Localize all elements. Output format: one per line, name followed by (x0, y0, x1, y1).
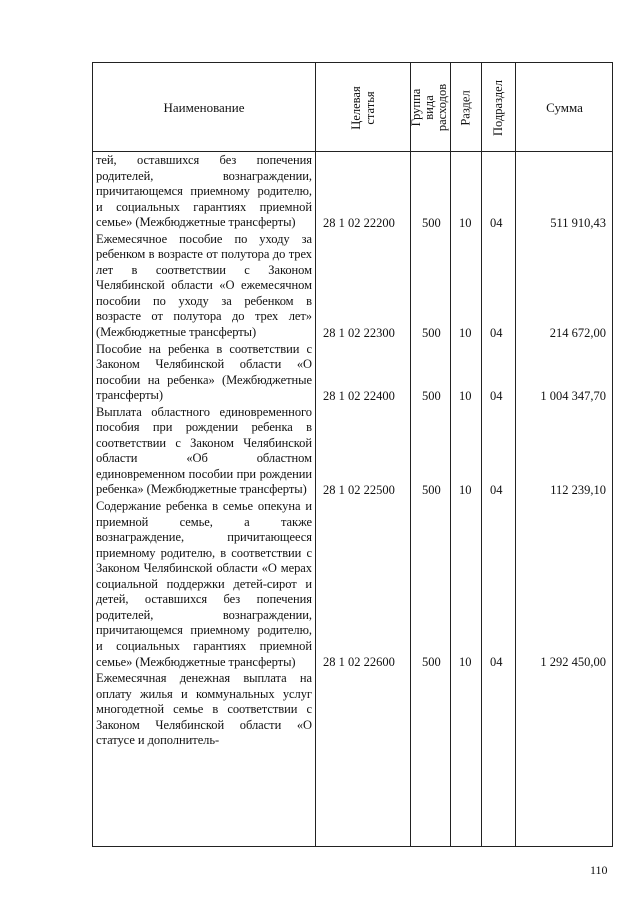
header-subsection (481, 63, 515, 152)
row-section: 10 (459, 483, 472, 498)
row-values (93, 482, 612, 498)
header-subsection-label: Подраздел (491, 79, 505, 136)
table-row (93, 670, 612, 749)
row-subsection: 04 (490, 215, 503, 230)
table-row (93, 498, 612, 670)
row-name: Содержание ребенка в семье опекуна и приемной семье, а также вознаграждение, причитающееся приемному родителю, в соответствии с Законом Челябинской области «О мерах социальной поддержки детей-сирот и детей, оставшихся без попечения родителей, вознаграждении, причитающемся приемному родителю, и социальных гарантиях приемной семье» (Межбюджетные трансферты) (96, 499, 312, 669)
row-target: 28 1 02 22600 (323, 655, 395, 670)
row-sum: 511 910,43 (550, 215, 606, 230)
table-row (93, 152, 612, 231)
header-target (315, 63, 410, 152)
row-section: 10 (459, 215, 472, 230)
row-sum: 1 004 347,70 (540, 388, 606, 403)
row-section: 10 (459, 655, 472, 670)
page-number: 110 (590, 863, 608, 877)
row-name: Ежемесячное пособие по уходу за ребенком в возрасте от полутора до трех лет в соответствии с Законом Челябинской области «О ежемесячном пособии по уходу за ребенком в возрасте от полутора до трех лет» (Межбюджетные трансферты) (96, 231, 312, 340)
row-target: 28 1 02 22300 (323, 325, 395, 340)
table-body (93, 152, 612, 749)
row-subsection: 04 (490, 325, 503, 340)
row-group: 500 (422, 655, 441, 670)
row-name: тей, оставшихся без попечения родителей, вознаграждении, причитающемся приемному родителю, и социальных гарантиях приемной семье» (Межбюджетные трансферты) (96, 153, 312, 230)
row-section: 10 (459, 325, 472, 340)
row-section: 10 (459, 388, 472, 403)
header-group-label: Группа вида расходов (409, 83, 450, 132)
row-sum: 214 672,00 (549, 325, 606, 340)
header-sum-label: Сумма (546, 99, 583, 115)
row-group: 500 (422, 215, 441, 230)
row-subsection: 04 (490, 483, 503, 498)
header-name-label: Наименование (163, 99, 245, 115)
row-name: Выплата областного единовременного пособия при рождении ребенка в соответствии с Законом Челябинской области «Об областном единовременном пособии при рождении ребенка» (Межбюджетные трансферты) (96, 404, 312, 497)
row-name: Пособие на ребенка в соответствии с Законом Челябинской области «О пособии на ребенка» (Межбюджетные трансферты) (96, 341, 312, 403)
row-values (93, 325, 612, 341)
table-row (93, 404, 612, 498)
header-name (93, 63, 315, 152)
row-target: 28 1 02 22400 (323, 388, 395, 403)
row-group: 500 (422, 325, 441, 340)
header-sum (515, 63, 614, 152)
row-sum: 1 292 450,00 (540, 655, 606, 670)
row-group: 500 (422, 483, 441, 498)
row-subsection: 04 (490, 388, 503, 403)
row-sum: 112 239,10 (550, 483, 606, 498)
row-values (93, 388, 612, 404)
header-target-label: Целевая статья (348, 85, 377, 130)
header-section (450, 63, 481, 152)
table-header (93, 63, 612, 152)
row-name: Ежемесячная денежная выплата на оплату жилья и коммунальных услуг многодетной семье в соответствии с Законом Челябинской области «О статусе и дополнитель- (96, 671, 312, 748)
header-section-label: Раздел (458, 89, 473, 126)
row-group: 500 (422, 388, 441, 403)
table-row (93, 341, 612, 404)
budget-table (92, 62, 613, 847)
row-target: 28 1 02 22200 (323, 215, 395, 230)
row-target: 28 1 02 22500 (323, 483, 395, 498)
header-group (410, 63, 450, 152)
row-values (93, 215, 612, 231)
row-values (93, 654, 612, 670)
row-subsection: 04 (490, 655, 503, 670)
table-row (93, 231, 612, 341)
